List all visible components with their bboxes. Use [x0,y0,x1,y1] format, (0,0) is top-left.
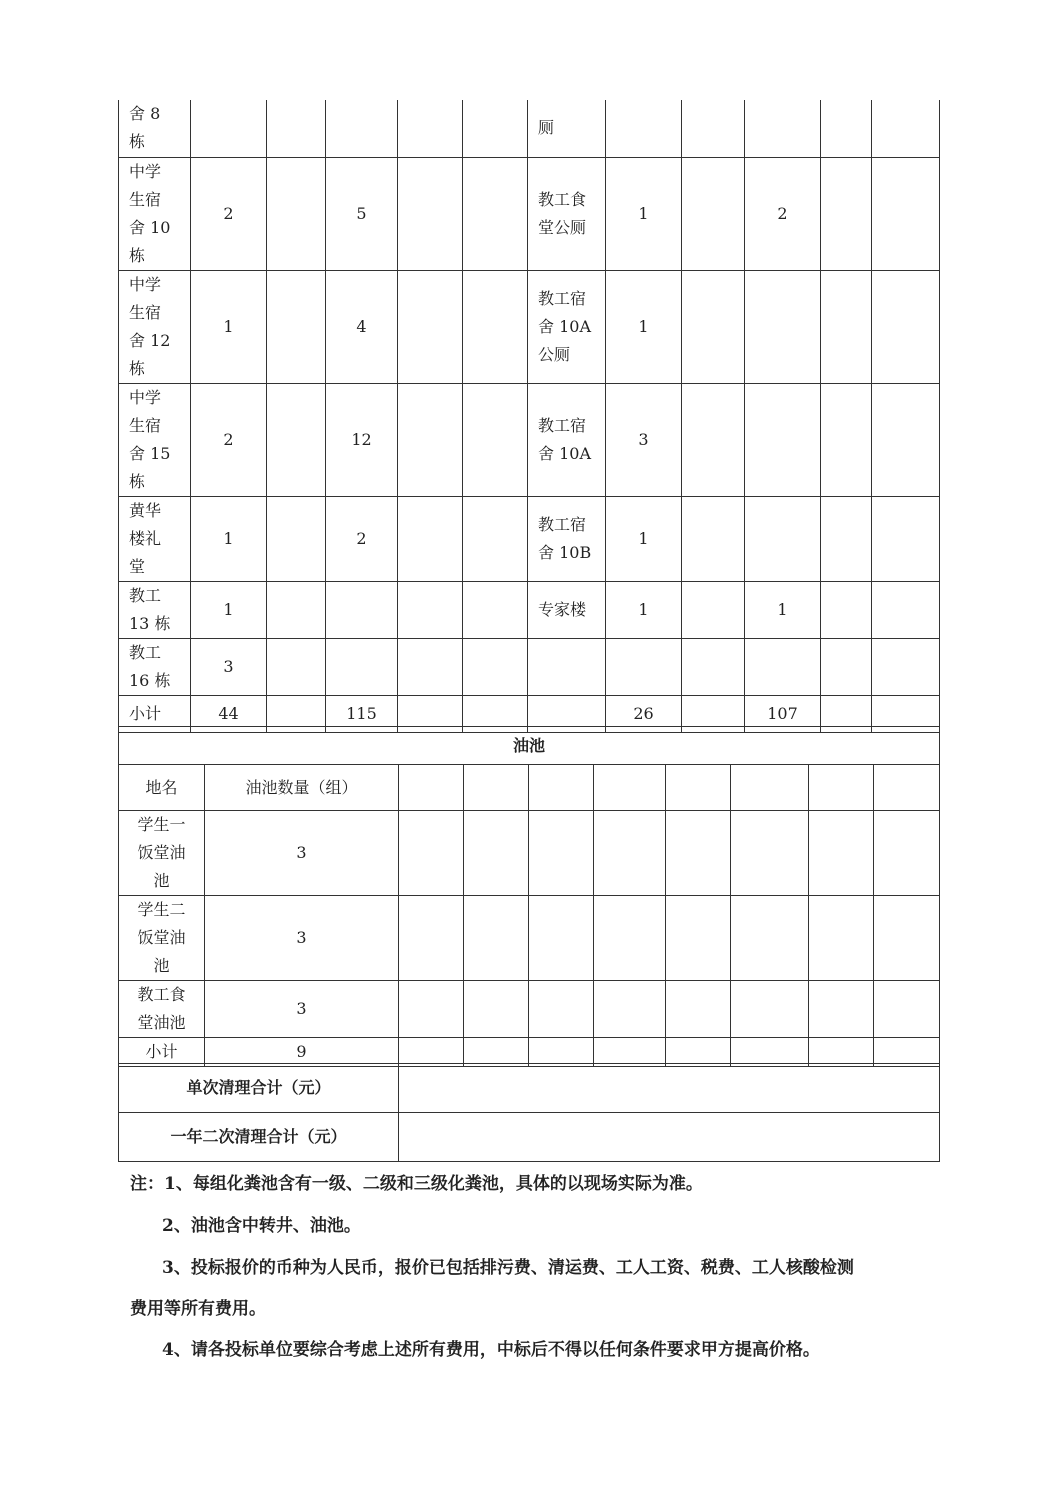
left-site-name-line: 中学 [129,274,162,294]
table-row [119,581,940,638]
left-count-b [326,638,398,695]
left-site-name-line: 生宿 [129,302,162,322]
right-count-a: 1 [606,270,682,383]
right-count-a: 3 [606,383,682,496]
yearly-clean-total-label: 一年二次清理合计（元） [119,1113,399,1162]
oil-site-name-line: 小计 [145,1042,178,1061]
right-site-name-line: 教工宿 [538,514,587,534]
right-site-name [528,638,606,695]
right-count-a: 1 [606,496,682,581]
left-site-name-line: 教工 [129,642,162,662]
left-count-b [326,581,398,638]
note-3-continued: 费用等所有费用。 [130,1299,266,1319]
oil-site-name-line: 学生一 [137,815,186,834]
right-site-name-line: 专家楼 [538,599,587,619]
oil-header-name: 地名 [119,765,205,811]
oil-header-count: 油池数量（组） [205,765,399,811]
right-count-a: 1 [606,157,682,270]
left-site-name [119,383,191,496]
left-count-b: 5 [326,157,398,270]
table-row [119,270,940,383]
left-site-name-line: 生宿 [129,189,162,209]
right-count-a: 26 [606,695,682,732]
left-site-name-line: 小计 [129,703,162,723]
oil-site-name [119,981,205,1038]
left-site-name [119,157,191,270]
oil-count: 9 [205,1038,399,1067]
right-site-name [528,383,606,496]
right-site-name [528,270,606,383]
left-count-a: 2 [191,383,267,496]
left-site-name [119,638,191,695]
left-count-b: 12 [326,383,398,496]
oil-site-name [119,896,205,981]
left-site-name-line: 栋 [129,132,146,152]
oil-count: 3 [205,811,399,896]
oil-count: 3 [205,981,399,1038]
left-count-a [191,100,267,157]
right-site-name-line: 舍 10B [538,542,592,562]
right-count-a [606,638,682,695]
right-count-b [745,270,821,383]
oil-site-name-line: 教工食 [137,985,186,1004]
oil-count: 3 [205,896,399,981]
table-row [119,981,940,1038]
left-site-name-line: 中学 [129,161,162,181]
table-row [119,496,940,581]
left-site-name-line: 舍 12 [129,330,171,350]
oil-section-title: 油池 [119,727,940,765]
left-site-name-line: 教工 [129,585,162,605]
left-count-a: 3 [191,638,267,695]
table-row [119,638,940,695]
right-count-b [745,496,821,581]
table-row [119,383,940,496]
oil-site-name [119,811,205,896]
left-count-a: 1 [191,581,267,638]
oil-site-name-line: 池 [153,871,170,890]
table-row [119,811,940,896]
left-site-name-line: 栋 [129,471,146,491]
yearly-clean-total-value [399,1113,940,1162]
left-site-name-line: 栋 [129,245,146,265]
left-site-name-line: 生宿 [129,415,162,435]
right-site-name [528,496,606,581]
oil-site-name-line: 池 [153,956,170,975]
right-site-name [528,157,606,270]
left-site-name-line: 舍 8 [129,104,161,124]
left-count-b: 115 [326,695,398,732]
right-site-name-line: 公厕 [538,344,571,364]
left-site-name-line: 栋 [129,358,146,378]
left-site-name-line: 中学 [129,387,162,407]
table-row [119,896,940,981]
right-count-b [745,383,821,496]
left-count-b [326,100,398,157]
oil-site-name-line: 学生二 [137,900,186,919]
left-site-name [119,581,191,638]
left-site-name-line: 16 栋 [129,670,171,690]
left-count-a: 1 [191,496,267,581]
right-count-a [606,100,682,157]
oil-site-name-line: 饭堂油 [137,843,186,862]
right-count-b: 1 [745,581,821,638]
left-count-a: 1 [191,270,267,383]
left-site-name [119,270,191,383]
left-site-name-line: 楼礼 [129,528,162,548]
right-count-b: 2 [745,157,821,270]
right-site-name-line: 厕 [538,118,555,138]
oil-pool-table [118,726,940,1067]
left-count-b: 2 [326,496,398,581]
oil-site-name-line: 堂油池 [137,1013,186,1032]
note-4: 4、请各投标单位要综合考虑上述所有费用，中标后不得以任何条件要求甲方提高价格。 [162,1340,820,1360]
left-site-name-line: 堂 [129,556,146,576]
left-count-a: 44 [191,695,267,732]
totals-table [118,1063,940,1162]
right-site-name-line: 堂公厕 [538,217,587,237]
note-1: 注：1、每组化粪池含有一级、二级和三级化粪池，具体的以现场实际为准。 [130,1174,703,1194]
left-site-name-line: 黄华 [129,500,162,520]
fecal-tank-table [118,100,940,733]
right-site-name [528,100,606,157]
right-site-name-line: 教工宿 [538,288,587,308]
note-3: 3、投标报价的币种为人民币，报价已包括排污费、清运费、工人工资、税费、工人核酸检测 [162,1258,854,1278]
right-count-b [745,100,821,157]
right-count-b: 107 [745,695,821,732]
right-site-name-line: 教工宿 [538,415,587,435]
right-count-a: 1 [606,581,682,638]
note-2: 2、油池含中转井、油池。 [162,1216,361,1236]
left-site-name-line: 13 栋 [129,613,171,633]
right-site-name-line: 舍 10A [538,443,592,463]
single-clean-total-value [399,1064,940,1113]
table-row [119,157,940,270]
left-site-name-line: 舍 10 [129,217,171,237]
left-site-name-line: 舍 15 [129,443,171,463]
table-row [119,100,940,157]
right-site-name-line: 教工食 [538,189,587,209]
left-count-a: 2 [191,157,267,270]
right-site-name-line: 舍 10A [538,316,592,336]
oil-site-name-line: 饭堂油 [137,928,186,947]
left-site-name [119,496,191,581]
right-count-b [745,638,821,695]
left-site-name [119,100,191,157]
right-site-name [528,581,606,638]
single-clean-total-label: 单次清理合计（元） [119,1064,399,1113]
left-count-b: 4 [326,270,398,383]
